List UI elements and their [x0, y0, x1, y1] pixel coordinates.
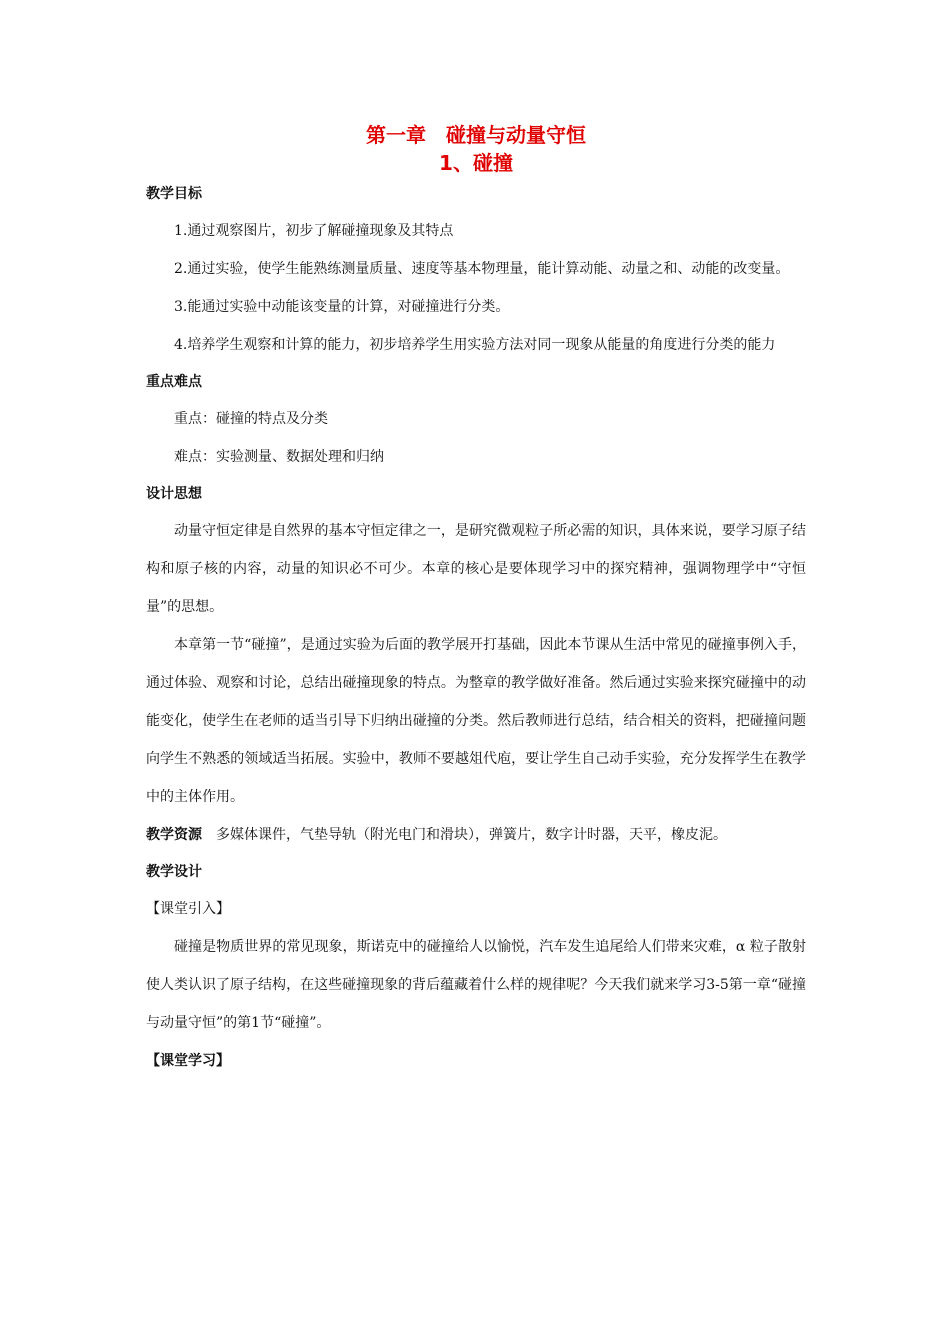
- design-idea-paragraph: 动量守恒定律是自然界的基本守恒定律之一，是研究微观粒子所必需的知识，具体来说，要学习原子结构和原子核的内容，动量的知识必不可少。本章的核心是要体现学习中的探究精神，强调物理学中“守恒量”的思想。: [146, 523, 806, 615]
- teaching-design-heading: 教学设计: [146, 864, 202, 880]
- chapter-title: 第一章 碰撞与动量守恒: [366, 123, 586, 147]
- section-title: 1、碰撞: [439, 151, 513, 175]
- document-content: [146, 122, 806, 1080]
- objective-item: 4.培养学生观察和计算的能力，初步培养学生用实验方法对同一现象从能量的角度进行分类的能力: [174, 337, 776, 353]
- difficulty-point: 难点：实验测量、数据处理和归纳: [174, 449, 384, 465]
- key-point: 重点：碰撞的特点及分类: [174, 411, 328, 427]
- study-label: 【课堂学习】: [146, 1053, 230, 1069]
- resources-text: 多媒体课件，气垫导轨（附光电门和滑块），弹簧片，数字计时器，天平，橡皮泥。: [202, 827, 727, 843]
- objective-item: 2.通过实验，使学生能熟练测量质量、速度等基本物理量，能计算动能、动量之和、动能的改变量。: [174, 261, 790, 277]
- resources-heading: 教学资源: [146, 827, 202, 843]
- intro-label: 【课堂引入】: [146, 901, 230, 917]
- design-idea-paragraph: 本章第一节“碰撞”，是通过实验为后面的教学展开打基础，因此本节课从生活中常见的碰撞事例入手，通过体验、观察和讨论，总结出碰撞现象的特点。为整章的教学做好准备。然后通过实验来探究碰撞中的动能变化，使学生在老师的适当引导下归纳出碰撞的分类。然后教师进行总结，结合相关的资料，把碰撞问题向学生不熟悉的领域适当拓展。实验中，教师不要越俎代庖，要让学生自己动手实验，充分发挥学生在教学中的主体作用。: [146, 637, 806, 805]
- objective-item: 3.能通过实验中动能该变量的计算，对碰撞进行分类。: [174, 299, 510, 315]
- objectives-heading: 教学目标: [146, 186, 202, 202]
- key-points-heading: 重点难点: [146, 374, 202, 390]
- intro-paragraph: 碰撞是物质世界的常见现象，斯诺克中的碰撞给人以愉悦，汽车发生追尾给人们带来灾难，α 粒子散射使人类认识了原子结构，在这些碰撞现象的背后蕴藏着什么样的规律呢？今天我们就来学习3-5第一章“碰撞与动量守恒”的第1节“碰撞”。: [146, 939, 806, 1031]
- resources-block: [146, 816, 806, 854]
- design-idea-heading: 设计思想: [146, 486, 202, 502]
- objective-item: 1.通过观察图片，初步了解碰撞现象及其特点: [174, 223, 454, 239]
